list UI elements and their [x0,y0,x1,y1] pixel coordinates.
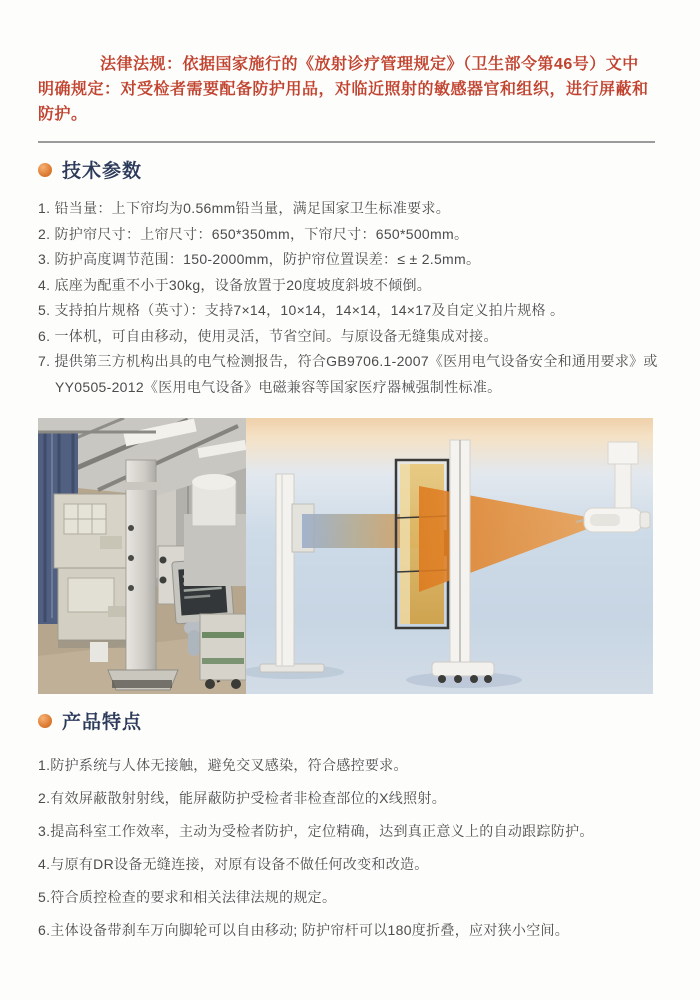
orange-dot-icon [38,163,52,177]
protection-system-render [246,418,653,694]
feature-item-5: 5.符合质控检查的要求和相关法律法规的规定。 [38,889,337,905]
features-section-header [38,707,655,734]
tech-section-header [38,156,655,183]
feature-item-2: 2.有效屏蔽散射射线，能屏蔽防护受检者非检查部位的X线照射。 [38,790,447,806]
equipment-cart [200,614,246,689]
tech-item-4: 4. 底座为配重不小于30kg，设备放置于20度坡度斜坡不倾倒。 [38,276,432,293]
feature-item-6: 6.主体设备带刹车万向脚轮可以自由移动; 防护帘杆可以180度折叠，应对狭小空间。 [38,922,570,938]
feature-item-3: 3.提高科室工作效率，主动为受检者防护，定位精确，达到真正意义上的自动跟踪防护。 [38,823,594,839]
tech-section-title: 技术参数 [62,161,143,182]
tech-item-5: 5. 支持拍片规格（英寸）：支持7×14，10×14，14×14，14×17及自定义拍片规格 。 [38,302,565,318]
feature-item-4: 4.与原有DR设备无缝连接，对原有设备不做任何改变和改造。 [38,856,429,872]
product-image-band [38,418,655,694]
tech-item-6: 6. 一体机，可自由移动，使用灵活，节省空间。与原设备无缝集成对接。 [38,327,498,344]
features-section-title: 产品特点 [62,712,143,733]
orange-dot-icon [38,714,52,728]
tech-item-1: 1. 铅当量：上下帘均为0.56mm铅当量，满足国家卫生标准要求。 [38,200,451,216]
tech-parameter-list [38,196,660,400]
hospital-room-photo [38,418,246,694]
section-divider [38,141,655,143]
tech-item-3: 3. 防护高度调节范围：150-2000mm，防护帘位置误差：≤ ± 2.5mm。 [38,251,481,267]
product-feature-list [38,749,660,947]
tech-item-7: 7. 提供第三方机构出具的电气检测报告，符合GB9706.1-2007《医用电气设备安全和通用要求》或YY0505-2012《医用电气设备》电磁兼容等国家医疗器械强制性标准。 [38,353,658,395]
legal-notice-text: 法律法规：依据国家施行的《放射诊疗管理规定》（卫生部令第46号）文中明确规定：对受检者需要配备防护用品，对临近照射的敏感器官和组织，进行屏蔽和防护。 [38,56,649,123]
feature-item-1: 1.防护系统与人体无接触，避免交叉感染，符合感控要求。 [38,757,408,773]
tech-item-2: 2. 防护帘尺寸：上帘尺寸：650*350mm，下帘尺寸：650*500mm。 [38,225,469,242]
